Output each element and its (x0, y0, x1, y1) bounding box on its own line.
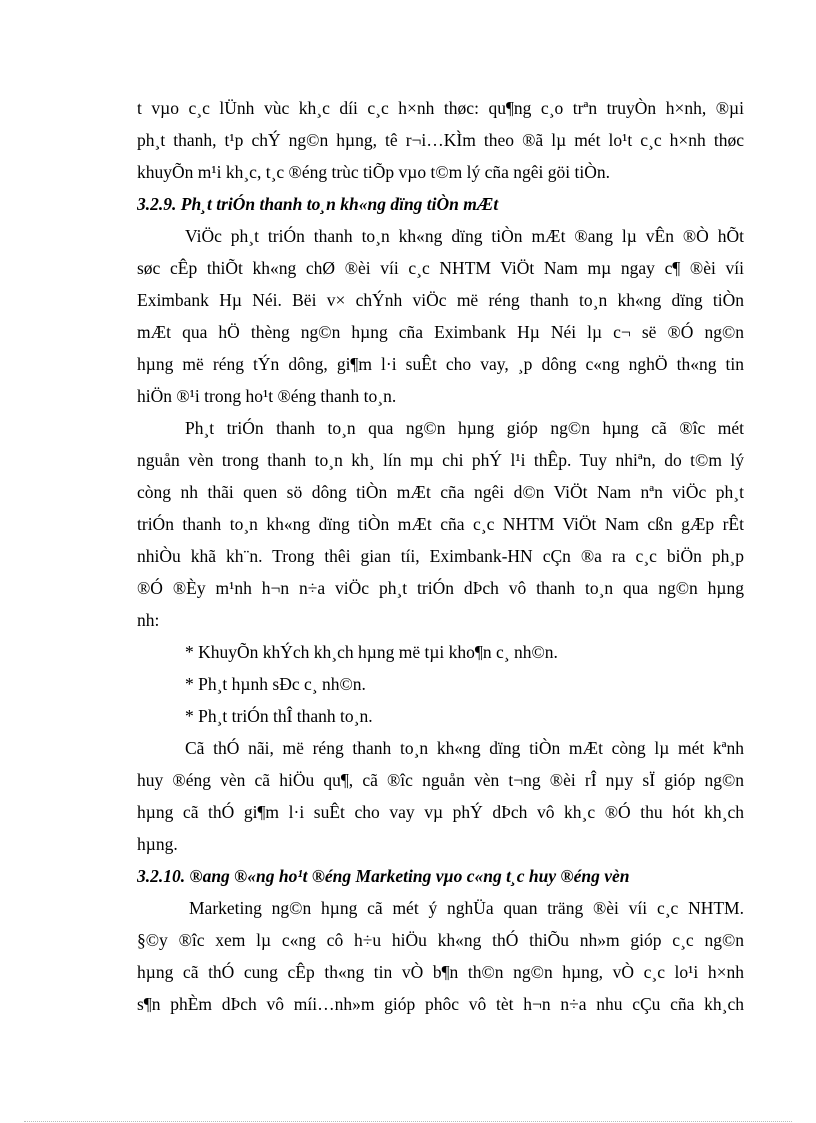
text-line: §©y ®îc xem lµ c«ng cô h÷u hiÖu kh«ng thÓ thiÕu nh»m gióp c¸c ng©n (137, 930, 744, 950)
text-line: triÓn thanh to¸n kh«ng dïng tiÒn mÆt cña c¸c NHTM ViÖt Nam cßn gÆp rÊt (137, 514, 744, 534)
text-line: hµng më réng tÝn dông, gi¶m l·i suÊt cho vay, ¸p dông c«ng nghÖ th«ng tin (137, 354, 744, 374)
text-line: ph¸t thanh, t¹p chÝ ng©n hµng, tê r¬i…KÌm theo ®ã lµ mét lo¹t c¸c h×nh thøc (137, 130, 744, 150)
text-line: søc cÊp thiÕt kh«ng chØ ®èi víi c¸c NHTM ViÖt Nam mµ ngay c¶ ®èi víi (137, 258, 744, 278)
text-line: hµng cã thÓ cung cÊp th«ng tin vÒ b¶n th©n ng©n hµng, vÒ c¸c lo¹i h×nh (137, 962, 744, 982)
text-line: Cã thÓ nãi, më réng thanh to¸n kh«ng dïng tiÒn mÆt còng lµ mét kªnh (185, 738, 744, 758)
text-line: ViÖc ph¸t triÓn thanh to¸n kh«ng dïng tiÒn mÆt ®ang lµ vÊn ®Ò hÕt (185, 226, 744, 246)
text-line: t vµo c¸c lÜnh vùc kh¸c díi c¸c h×nh thøc: qu¶ng c¸o trªn truyÒn h×nh, ®µi (137, 98, 744, 118)
text-line: còng nh thãi quen sö dông tiÒn mÆt cña ngêi d©n ViÖt Nam nªn viÖc ph¸t (137, 482, 744, 502)
text-line: huy ®éng vèn cã hiÖu qu¶, cã ®îc nguån vèn t¬ng ®èi rÎ nµy sÏ gióp ng©n (137, 770, 744, 790)
text-line: khuyÕn m¹i kh¸c, t¸c ®éng trùc tiÕp vµo t©m lý cña ngêi göi tiÒn. (137, 162, 611, 182)
text-line: * KhuyÕn khÝch kh¸ch hµng më tµi kho¶n c¸ nh©n. (185, 642, 558, 662)
text-line: nguån vèn trong thanh to¸n kh¸ lín mµ chi phÝ l¹i thÊp. Tuy nhiªn, do t©m lý (137, 450, 744, 470)
text-line: nhiÒu khã kh¨n. Trong thêi gian tíi, Eximbank-HN cÇn ®a ra c¸c biÖn ph¸p (137, 546, 744, 566)
text-line: hµng. (137, 834, 178, 854)
document-body (137, 92, 744, 1020)
text-line: Ph¸t triÓn thanh to¸n qua ng©n hµng gióp ng©n hµng cã ®îc mét (185, 418, 744, 438)
text-line: Eximbank Hµ Néi. Bëi v× chÝnh viÖc më réng thanh to¸n kh«ng dïng tiÒn (137, 290, 744, 310)
text-line: Marketing ng©n hµng cã mét ý nghÜa quan träng ®èi víi c¸c NHTM. (189, 898, 744, 918)
text-line: * Ph¸t triÓn thÎ thanh to¸n. (185, 706, 373, 726)
text-line: hiÖn ®¹i trong ho¹t ®éng thanh to¸n. (137, 386, 397, 406)
section-heading: 3.2.9. Ph¸t triÓn thanh to¸n kh«ng dïng tiÒn mÆt (137, 194, 499, 214)
text-line: s¶n phÈm dÞch vô míi…nh»m gióp phôc vô tèt h¬n n÷a nhu cÇu cña kh¸ch (137, 994, 744, 1014)
section-heading: 3.2.10. ®ang ®«ng ho¹t ®éng Marketing vµo c«ng t¸c huy ®éng vèn (137, 866, 630, 886)
text-line: nh: (137, 610, 160, 630)
footer-dotted-rule (24, 1121, 792, 1122)
text-line: ®Ó ®Èy m¹nh h¬n n÷a viÖc ph¸t triÓn dÞch vô thanh to¸n qua ng©n hµng (137, 578, 744, 598)
text-line: * Ph¸t hµnh sÐc c¸ nh©n. (185, 674, 366, 694)
text-line: hµng cã thÓ gi¶m l·i suÊt cho vay vµ phÝ dÞch vô kh¸c ®Ó thu hót kh¸ch (137, 802, 744, 822)
text-line: mÆt qua hÖ thèng ng©n hµng cña Eximbank Hµ Néi lµ c¬ së ®Ó ng©n (137, 322, 744, 342)
